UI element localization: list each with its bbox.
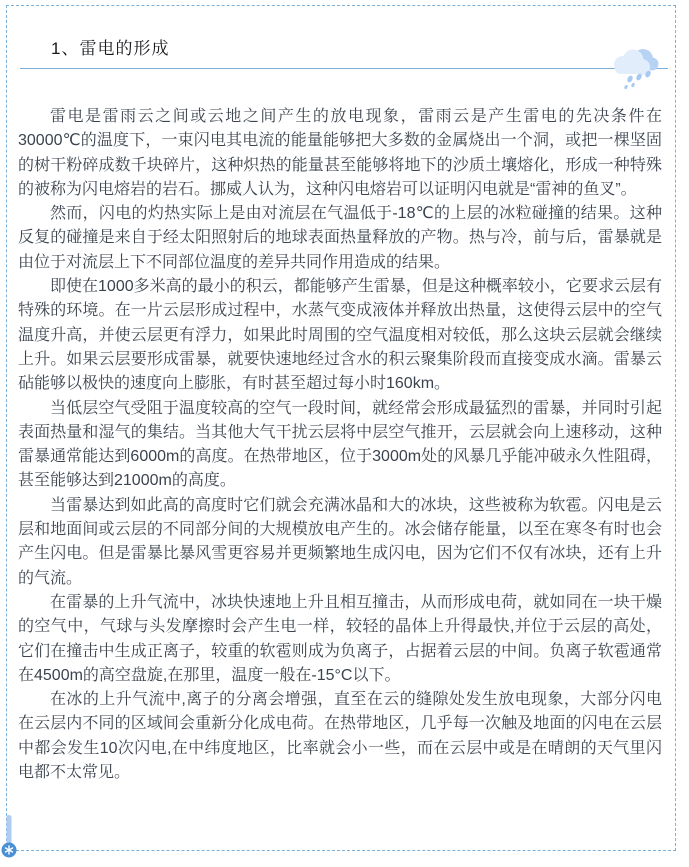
paragraph: 当低层空气受阻于温度较高的空气一段时间，就经常会形成最猛烈的雷暴，并同时引起表面热量和湿气的集结。当其他大气干扰云层将中层空气推开，云层就会向上速移动，这种雷暴通常能达到6000m的高度。在热带地区，位于3000m处的风暴几乎能冲破永久性阻碍，甚至能够达到21000m的高度。 [18,399,662,490]
thermometer-icon [0,813,21,859]
section-title: 1、雷电的形成 [51,39,170,58]
paragraph: 在雷暴的上升气流中，冰块快速地上升且相互撞击，从而形成电荷，就如同在一块干燥的空气中，气球与头发摩擦时会产生电一样，较轻的晶体上升得最快,并位于云层的高处，它们在撞击中生成正离子，较重的软雹则成为负离子，占据着云层的中间。负离子软雹通常在4500m的高空盘旋,在那里，温度一般在-15°C以下。 [18,593,662,684]
section-header [7,39,675,69]
article-body [7,105,675,785]
paragraph: 即使在1000多米高的最小的积云，都能够产生雷暴，但是这种概率较小，它要求云层有特殊的环境。在一片云层形成过程中，水蒸气变成液体并释放出热量，这使得云层中的空气温度升高，并使云层更有浮力，如果此时周围的空气温度相对较低，那么这块云层就会继续上升。如果云层要形成雷暴，就要快速地经过含水的积云聚集阶段而直接变成水滴。雷暴云砧能够以极快的速度向上膨胀，有时甚至超过每小时160km。 [18,278,662,393]
paragraph: 然而，闪电的灼热实际上是由对流层在气温低于-18℃的上层的冰粒碰撞的结果。这种反复的碰撞是来自于经太阳照射后的地球表面热量释放的产物。热与冷，前与后，雷暴就是由位于对流层上下不同部位温度的差异共同作用造成的结果。 [18,205,662,271]
page-border-frame [6,5,676,851]
paragraph: 雷电是雷雨云之间或云地之间产生的放电现象，雷雨云是产生雷电的先决条件在30000℃的温度下，一束闪电其电流的能量能够把大多数的金属烧出一个洞，或把一棵坚固的树干粉碎成数千块碎片，这种炽热的能量甚至能够将地下的沙质土壤熔化，形成一种特殊的被称为闪电熔岩的岩石。挪威人认为，这种闪电熔岩可以证明闪电就是“雷神的鱼叉”。 [18,108,662,198]
rain-cloud-icon [611,46,659,90]
paragraph: 当雷暴达到如此高的高度时它们就会充满冰晶和大的冰块，这些被称为软雹。闪电是云层和地面间或云层的不同部分间的大规模放电产生的。冰会储存能量，以至在寒冬有时也会产生闪电。但是雷暴比暴风雪更容易并更频繁地生成闪电，因为它们不仅有冰块，还有上升的气流。 [18,496,662,587]
paragraph: 在冰的上升气流中,离子的分离会增强，直至在云的缝隙处发生放电现象，大部分闪电在云层内不同的区域间会重新分化成电荷。在热带地区，几乎每一次触及地面的闪电在云层中都会发生10次闪电,在中纬度地区，比率就会小一些，而在云层中或是在晴朗的天气里闪电都不太常见。 [18,691,662,782]
title-underline [20,68,668,69]
